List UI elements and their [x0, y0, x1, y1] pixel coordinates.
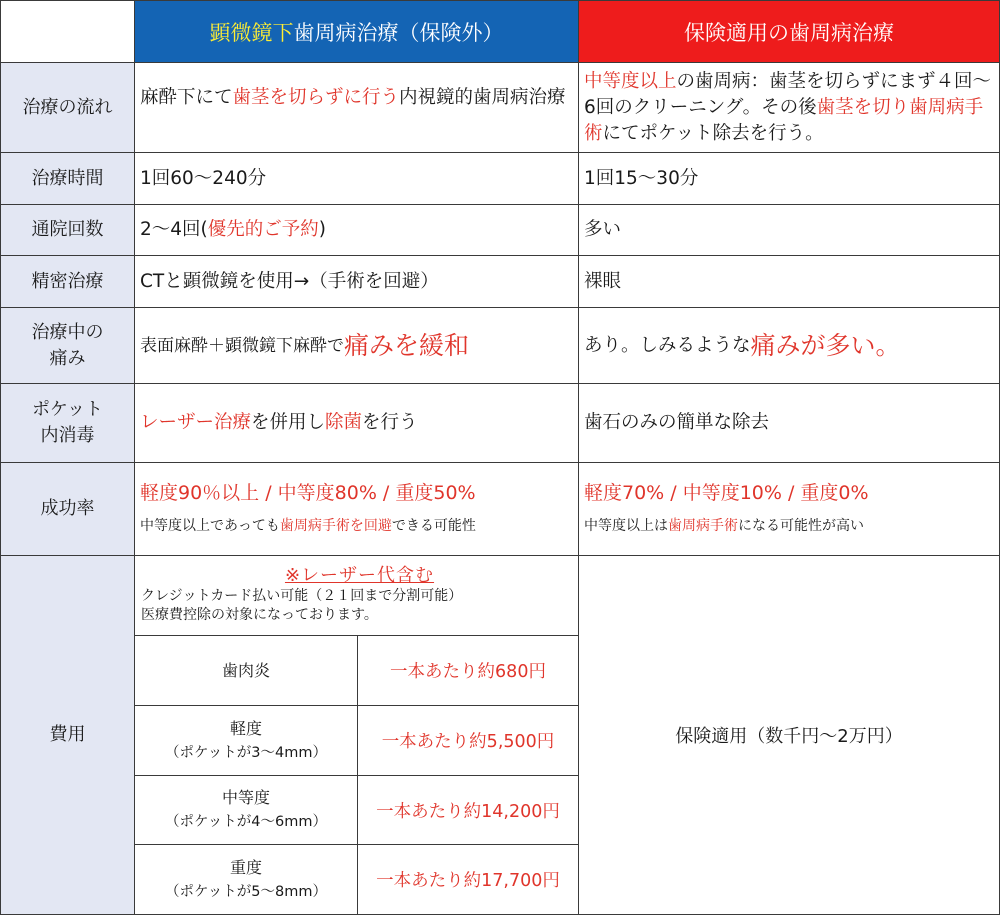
cost-item-price: 一本あたり約680円 — [358, 636, 579, 706]
label-treatment-time: 治療時間 — [0, 153, 135, 205]
cost-item-price: 一本あたり約5,500円 — [358, 706, 579, 776]
success-rate-non-insurance: 軽度90％以上 / 中等度80% / 重度50% — [140, 481, 476, 504]
label-pocket-disinfection: ポケット 内消毒 — [0, 384, 135, 463]
header-blank-cell — [0, 0, 135, 63]
header-microscope-highlight: 顕微鏡下 — [209, 20, 294, 45]
cost-item-name: 歯肉炎 — [135, 636, 358, 706]
pain-insurance: あり。しみるような 痛みが多い。 — [579, 308, 1000, 384]
success-insurance — [579, 463, 1000, 556]
cost-notes — [135, 556, 579, 636]
label-treatment-flow: 治療の流れ — [0, 63, 135, 153]
cost-item-name: 重度 （ポケットが5〜8mm） — [135, 845, 358, 915]
disinfect-insurance: 歯石のみの簡単な除去 — [579, 384, 1000, 463]
success-note-non-insurance: 中等度以上であっても歯周病手術を回避できる可能性 — [140, 517, 476, 534]
success-note-insurance: 中等度以上は歯周病手術になる可能性が高い — [584, 517, 864, 534]
time-non-insurance: 1回60〜240分 — [135, 153, 579, 205]
cost-item-name: 中等度 （ポケットが4〜6mm） — [135, 776, 358, 845]
header-non-insurance — [135, 0, 579, 63]
header-non-insurance-title: 歯周病治療（保険外） — [293, 20, 504, 45]
laser-included-note: ※レーザー代含む — [284, 565, 435, 586]
precision-non-insurance: CTと顕微鏡を使用→（手術を回避） — [135, 256, 579, 308]
header-insurance — [579, 0, 1000, 63]
cost-item-price: 一本あたり約14,200円 — [358, 776, 579, 845]
visits-non-insurance: 2〜4回( 優先的ご予約 ) — [135, 205, 579, 256]
label-visit-count: 通院回数 — [0, 205, 135, 256]
label-pain: 治療中の 痛み — [0, 308, 135, 384]
label-cost: 費用 — [0, 556, 135, 915]
precision-insurance: 裸眼 — [579, 256, 1000, 308]
cost-item-name: 軽度 （ポケットが3〜4mm） — [135, 706, 358, 776]
time-insurance: 1回15〜30分 — [579, 153, 1000, 205]
success-rate-insurance: 軽度70% / 中等度10% / 重度0% — [584, 481, 869, 504]
pain-non-insurance: 表面麻酔＋顕微鏡下麻酔で 痛みを緩和 — [135, 308, 579, 384]
flow-non-insurance: 麻酔下にて歯茎を切らずに行う内視鏡的歯周病治療 — [135, 63, 579, 153]
disinfect-non-insurance: レーザー治療 を併用し 除菌 を行う — [135, 384, 579, 463]
label-precision: 精密治療 — [0, 256, 135, 308]
flow-insurance: 中等度以上の歯周病：歯茎を切らずにまず４回〜6回のクリーニング。その後歯茎を切り歯周病手術にてポケット除去を行う。 — [579, 63, 1000, 153]
cost-item-price: 一本あたり約17,700円 — [358, 845, 579, 915]
label-success-rate: 成功率 — [0, 463, 135, 556]
cost-insurance: 保険適用（数千円〜2万円） — [579, 556, 1000, 915]
header-insurance-title: 保険適用の歯周病治療 — [684, 20, 894, 45]
credit-card-note: クレジットカード払い可能（２１回まで分割可能） — [141, 588, 463, 604]
visits-insurance: 多い — [579, 205, 1000, 256]
success-non-insurance — [135, 463, 579, 556]
tax-deduction-note: 医療費控除の対象になっております。 — [141, 607, 378, 623]
